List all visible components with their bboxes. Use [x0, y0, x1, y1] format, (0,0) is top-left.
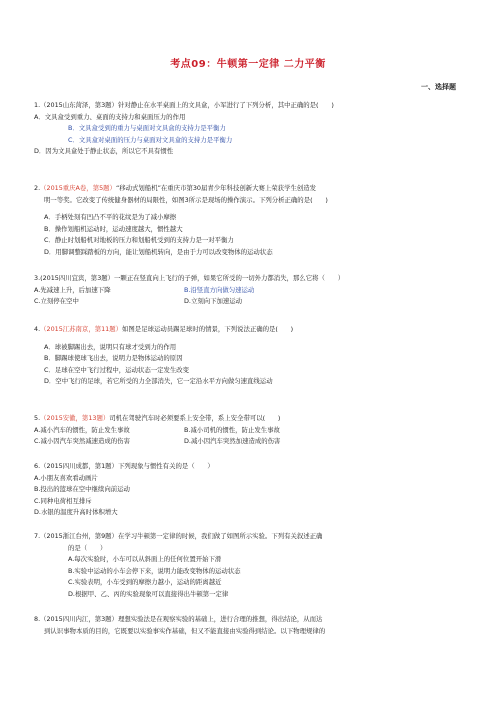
option-b: B.沿竖直方向做匀速运动 — [184, 285, 255, 294]
question-stem: 8.（2015四川内江，第3题）理想实验法是在观察实验的基础上，进行合理的推想，得出结论，从而达 — [34, 615, 323, 623]
option-d: D.减小因汽车突然加速造成的伤害 — [184, 437, 281, 445]
section-heading: 一、选择题 — [421, 83, 456, 91]
option-c: C.减小因汽车突然减速造成的伤害 — [34, 437, 130, 445]
question-source: （2015江苏南京，第11题） — [40, 325, 123, 333]
options-row-2 — [34, 436, 464, 448]
option-a: A．手柄处刻有凹凸不平的花纹是为了减小摩擦 — [44, 213, 177, 221]
question-4 — [34, 324, 464, 388]
question-source: （2015重庆A卷，第5题） — [40, 184, 116, 192]
question-5 — [34, 413, 464, 448]
question-3 — [34, 273, 464, 308]
option-b: B.实验中运动的小车会停下来，说明力能改变物体的运动状态 — [68, 566, 241, 575]
option-d: D．因为文具盒处于静止状态，所以它不具有惯性 — [34, 147, 174, 155]
options-row-1 — [34, 425, 464, 437]
option-b: B．文具盒受到的重力与桌面对文具盒的支持力是平衡力 — [68, 124, 226, 132]
option-a: A.每次实验时，小车可以从斜面上的任何位置开始下滑 — [68, 555, 222, 563]
option-b: B.减小司机的惯性，防止发生事故 — [184, 425, 280, 434]
question-stem — [34, 183, 464, 195]
question-stem-line2: 的是（ ） — [68, 543, 107, 552]
option-a: A.小朋友喜欢看动画片 — [34, 473, 98, 482]
option-d: D.水银的温度升高时体积增大 — [34, 508, 118, 516]
question-number: 5. — [34, 414, 41, 422]
question-stem: 1.（2015山东菏泽，第3题）针对静止在水平桌面上的文具盒，小军进行了下列分析，其中正确的是( ) — [34, 101, 334, 109]
question-1 — [34, 100, 464, 158]
option-a: A．球被脚踢出去，说明只有球才受到力的作用 — [44, 342, 177, 351]
question-number: 2. — [34, 184, 41, 192]
option-d: D.立刻向下加速运动 — [184, 297, 243, 305]
question-number: 4. — [34, 325, 41, 333]
question-stem-line2: 到认识事物本质的目的，它既要以实验事实作基础，但又不能直接由实验得到结论。以下物理规律的 — [44, 626, 326, 635]
option-d: D．空中飞行的足球，若它所受的力全部消失，它一定沿水平方向做匀速直线运动 — [44, 377, 273, 385]
question-8 — [34, 614, 464, 637]
question-stem: 6.（2015四川成都，第1题）下列现象与惯性有关的是（ ） — [34, 462, 214, 470]
option-a: A.减小汽车的惯性，防止发生事故 — [34, 425, 130, 434]
question-source: （2015安徽，第13题） — [40, 414, 110, 422]
option-c: C．静止时划船机对地板的压力和划船机受到的支持力是一对平衡力 — [44, 236, 234, 244]
option-c: C.同种电荷相互排斥 — [34, 496, 92, 505]
option-a: A.先减速上升，后加速下降 — [34, 285, 111, 294]
option-a: A．文具盒受到重力、桌面的支持力和桌面压力的作用 — [34, 112, 186, 121]
option-b: B．脚踢球使球飞出去，说明力是物体运动的原因 — [44, 354, 183, 362]
question-stem-line2: 明一等奖。它改变了传统健身器材的局限性，如图3所示是现场的操作演示。下列分析正确的是( ) — [44, 195, 328, 204]
question-stem-rest: “移动式划船机”在重庆市第30届青少年科技创新大赛上荣获学生创造发 — [115, 184, 317, 192]
question-stem-rest: 如图是足球运动员踢足球时的情景，下列说法正确的是( ) — [122, 325, 294, 333]
option-d: D.根据甲、乙、丙的实验现象可以直接得出牛顿第一定律 — [68, 589, 229, 598]
question-6 — [34, 461, 464, 519]
page-title: 考点09：牛顿第一定律 二力平衡 — [170, 59, 326, 70]
question-7 — [34, 531, 464, 600]
question-stem-rest: 司机在驾驶汽车时必须要系上安全带，系上安全带可以( ) — [109, 414, 281, 422]
options-row-1 — [34, 285, 464, 297]
question-stem: 3.(2015四川宜宾，第3题）一颗正在竖直向上飞行的子弹，如果它所受的一切外力都消失，那么它将（ ） — [34, 274, 345, 282]
option-c: C.实验表明，小车受到的摩擦力越小，运动的距离越近 — [68, 578, 222, 586]
question-stem — [34, 324, 464, 336]
option-c: C．足球在空中飞行过程中，运动状态一定发生改变 — [44, 365, 190, 374]
question-2 — [34, 183, 464, 258]
question-stem — [34, 413, 464, 425]
option-b: B．操作划船机运动时，运动速度越大，惯性越大 — [44, 224, 183, 233]
option-b: B.投出的篮球在空中继续向前运动 — [34, 485, 130, 493]
option-c: C．文具盒对桌面的压力与桌面对文具盒的支持力是平衡力 — [68, 135, 233, 144]
question-stem: 7.（2015浙江台州，第9题）在学习牛顿第一定律的时候，我们做了如图所示实验。下列有关叙述正确 — [34, 532, 323, 540]
options-row-2 — [34, 296, 464, 308]
option-d: D．用脚调整踩踏板的方向，能让划船机转向，是由于力可以改变物体的运动状态 — [44, 247, 273, 256]
option-c: C.立刻停在空中 — [34, 297, 79, 305]
